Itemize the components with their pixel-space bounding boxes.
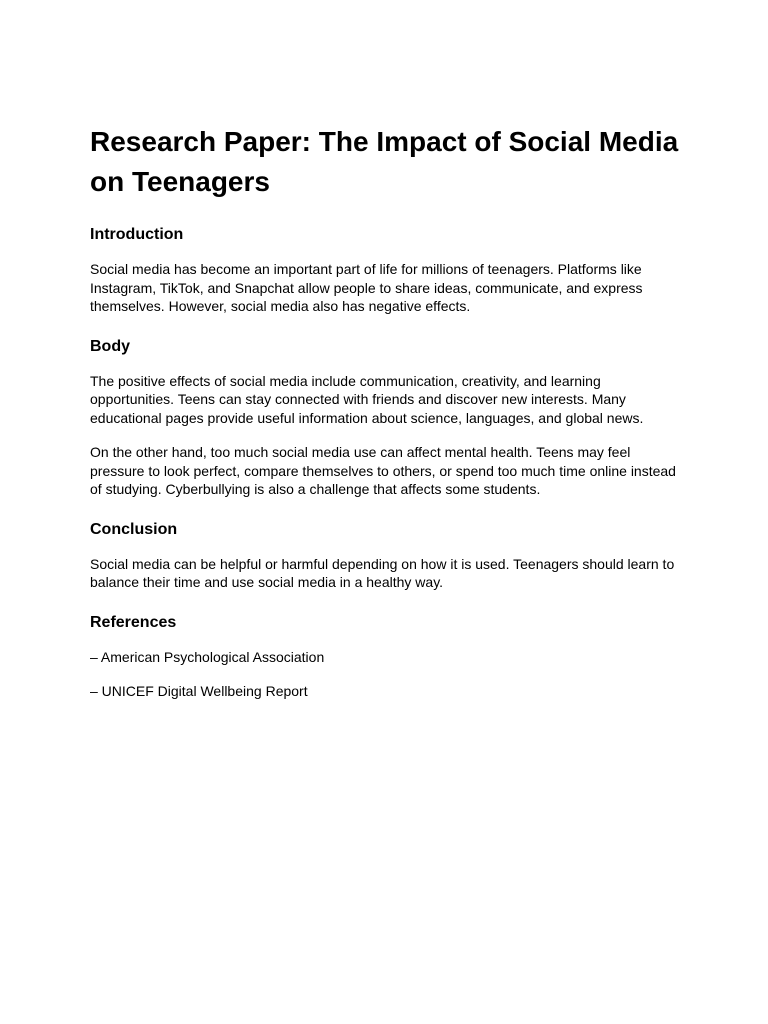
- section-body: [90, 336, 682, 499]
- paragraph: Social media can be helpful or harmful depending on how it is used. Teenagers should learn to balance their time and use social media in a healthy way.: [90, 555, 675, 590]
- document-page: [90, 122, 682, 721]
- section-heading-references: References: [90, 613, 177, 631]
- reference-item: – UNICEF Digital Wellbeing Report: [90, 683, 308, 699]
- section-heading-conclusion: Conclusion: [90, 520, 178, 538]
- paragraph: The positive effects of social media include communication, creativity, and learning opportunities. Teens can stay connected with friends and discover new interests. Many educational pages provide useful information about science, languages, and global news.: [90, 372, 644, 426]
- section-heading-body: Body: [90, 337, 130, 355]
- paragraph: On the other hand, too much social media use can affect mental health. Teens may feel pressure to look perfect, compare themselves to others, or spend too much time online instead of studying. Cyberbullying is also a challenge that affects some students.: [90, 444, 676, 497]
- section-conclusion: [90, 519, 682, 592]
- section-heading-introduction: Introduction: [90, 226, 184, 243]
- reference-item: – American Psychological Association: [90, 648, 325, 665]
- document-title: Research Paper: The Impact of Social Media on Teenagers: [90, 126, 679, 197]
- paragraph: Social media has become an important part of life for millions of teenagers. Platforms like Instagram, TikTok, and Snapchat allow people to share ideas, communicate, and express themselves. However, social media also has negative effects.: [90, 261, 643, 314]
- section-introduction: [90, 224, 682, 316]
- section-references: [90, 612, 682, 701]
